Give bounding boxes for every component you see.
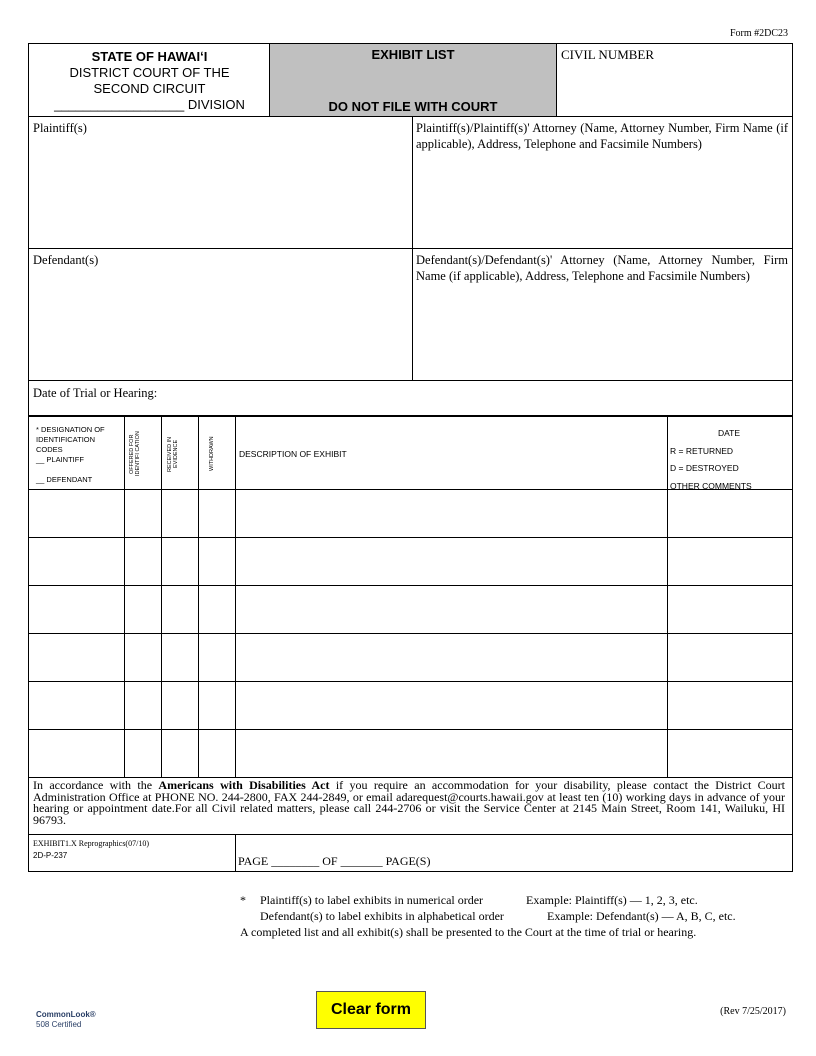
defendant-label: Defendant(s): [33, 253, 99, 267]
divider: [28, 415, 793, 417]
civil-number-field[interactable]: [558, 66, 790, 114]
divider: [28, 537, 793, 538]
plaintiff-attorney-label: Plaintiff(s)/Plaintiff(s)' Attorney (Name, Attorney Number, Firm Name (if applicable), Address, Telephone and Facsimile Numbers): [416, 121, 788, 151]
plaintiff-instruction: Plaintiff(s) to label exhibits in numerical order: [260, 893, 484, 907]
divider: [28, 633, 793, 634]
state-name: STATE OF HAWAIʻI: [91, 49, 208, 64]
table-row[interactable]: [30, 587, 790, 631]
divider: [28, 380, 793, 381]
designation-line: * DESIGNATION OF: [36, 425, 105, 434]
plaintiff-code-option[interactable]: __ PLAINTIFF: [36, 455, 84, 464]
table-row[interactable]: [30, 731, 790, 775]
form-title: EXHIBIT LIST: [371, 47, 455, 62]
clear-form-button[interactable]: Clear form: [316, 991, 426, 1029]
date-of-trial-field[interactable]: [170, 383, 788, 413]
date-header-line: D = DESTROYED: [670, 463, 739, 473]
court-name-line1: DISTRICT COURT OF THE: [69, 65, 230, 80]
ada-text: if you require an accommodation for your disability, please contact the District Court Administration Office at PHONE NO. 244-2800, FAX 244-2849, or email adarequest@courts.hawaii.gov at least ten (10) working days in advance of your hearing or appointment date.For all Civil related matters, please call 244-2706 or visit the Service Center at 2145 Main Street, Room 141, Wailuku, HI 96793.: [33, 778, 785, 827]
plaintiff-attorney-field[interactable]: [415, 154, 790, 246]
date-column-header: [670, 425, 788, 495]
ada-act: Americans with Disabilities Act: [158, 778, 330, 792]
form-code: EXHIBIT1.X: [33, 839, 77, 848]
date-of-trial-label: Date of Trial or Hearing:: [33, 386, 158, 400]
date-header-line: DATE: [717, 428, 741, 438]
divider: [235, 834, 236, 872]
court-heading: [30, 44, 269, 116]
divider: [556, 43, 557, 117]
defendant-attorney-field[interactable]: [415, 286, 790, 378]
ada-prefix: In accordance with the: [33, 778, 159, 792]
divider: [28, 489, 793, 490]
labeling-instructions: [240, 892, 736, 940]
do-not-file-notice: DO NOT FILE WITH COURT: [328, 99, 498, 114]
defendant-attorney-label: Defendant(s)/Defendant(s)' Attorney (Name, Attorney Number, Firm Name (if applicable), Address, Telephone and Facsimile Numbers): [416, 253, 788, 283]
plaintiff-field[interactable]: [30, 138, 412, 246]
commonlook-badge: [36, 1010, 96, 1030]
divider: [28, 116, 793, 117]
instruction-row: [240, 908, 736, 924]
divider: [28, 729, 793, 730]
divider: [28, 585, 793, 586]
designation-line: CODES: [36, 445, 63, 454]
defendant-code-option[interactable]: __ DEFENDANT: [36, 475, 93, 484]
reprographics-info: [33, 838, 149, 862]
table-row[interactable]: [30, 539, 790, 583]
date-header-line: OTHER COMMENTS: [670, 480, 752, 491]
final-instruction: A completed list and all exhibit(s) shall be presented to the Court at the time of trial or hearing.: [240, 925, 697, 939]
commonlook-cert: 508 Certified: [36, 1020, 82, 1029]
received-column-header: RECEIVED IN EVIDENCE: [167, 436, 179, 472]
description-column-header: DESCRIPTION OF EXHIBIT: [239, 449, 347, 459]
ada-notice: [33, 780, 785, 826]
designation-line: IDENTIFICATION: [36, 435, 96, 444]
date-header-line: R = RETURNED: [670, 445, 734, 456]
withdrawn-column-header: WITHDRAWN: [209, 436, 215, 472]
defendant-field[interactable]: [30, 270, 412, 378]
divider: [28, 681, 793, 682]
repro-date: Reprographics(07/10): [78, 839, 149, 848]
title-panel: [270, 44, 556, 116]
page-of-field[interactable]: PAGE ________ OF _______ PAGE(S): [238, 854, 431, 868]
designation-codes-header: [36, 425, 124, 485]
instruction-row: [240, 892, 736, 908]
civil-number-label: CIVIL NUMBER: [561, 47, 655, 62]
divider: [28, 248, 793, 249]
division-field[interactable]: __________________ DIVISION: [54, 97, 245, 112]
divider: [269, 43, 270, 117]
table-row[interactable]: [30, 683, 790, 727]
defendant-example: Example: Defendant(s) — A, B, C, etc.: [547, 909, 736, 923]
instruction-star: *: [240, 893, 246, 907]
plaintiff-example: Example: Plaintiff(s) — 1, 2, 3, etc.: [526, 893, 698, 907]
table-row[interactable]: [30, 635, 790, 679]
table-row[interactable]: [30, 491, 790, 535]
defendant-instruction: Defendant(s) to label exhibits in alphabetical order: [260, 909, 504, 923]
commonlook-name: CommonLook®: [36, 1010, 96, 1019]
form-id: 2D-P-237: [33, 851, 68, 860]
plaintiff-label: Plaintiff(s): [33, 121, 87, 135]
revision-date: (Rev 7/25/2017): [720, 1006, 786, 1017]
offered-column-header: OFFERED FOR IDENTIFI CATION: [129, 431, 141, 477]
form-number: Form #2DC23: [729, 28, 788, 39]
court-name-line2: SECOND CIRCUIT: [93, 81, 206, 96]
divider: [28, 834, 793, 835]
